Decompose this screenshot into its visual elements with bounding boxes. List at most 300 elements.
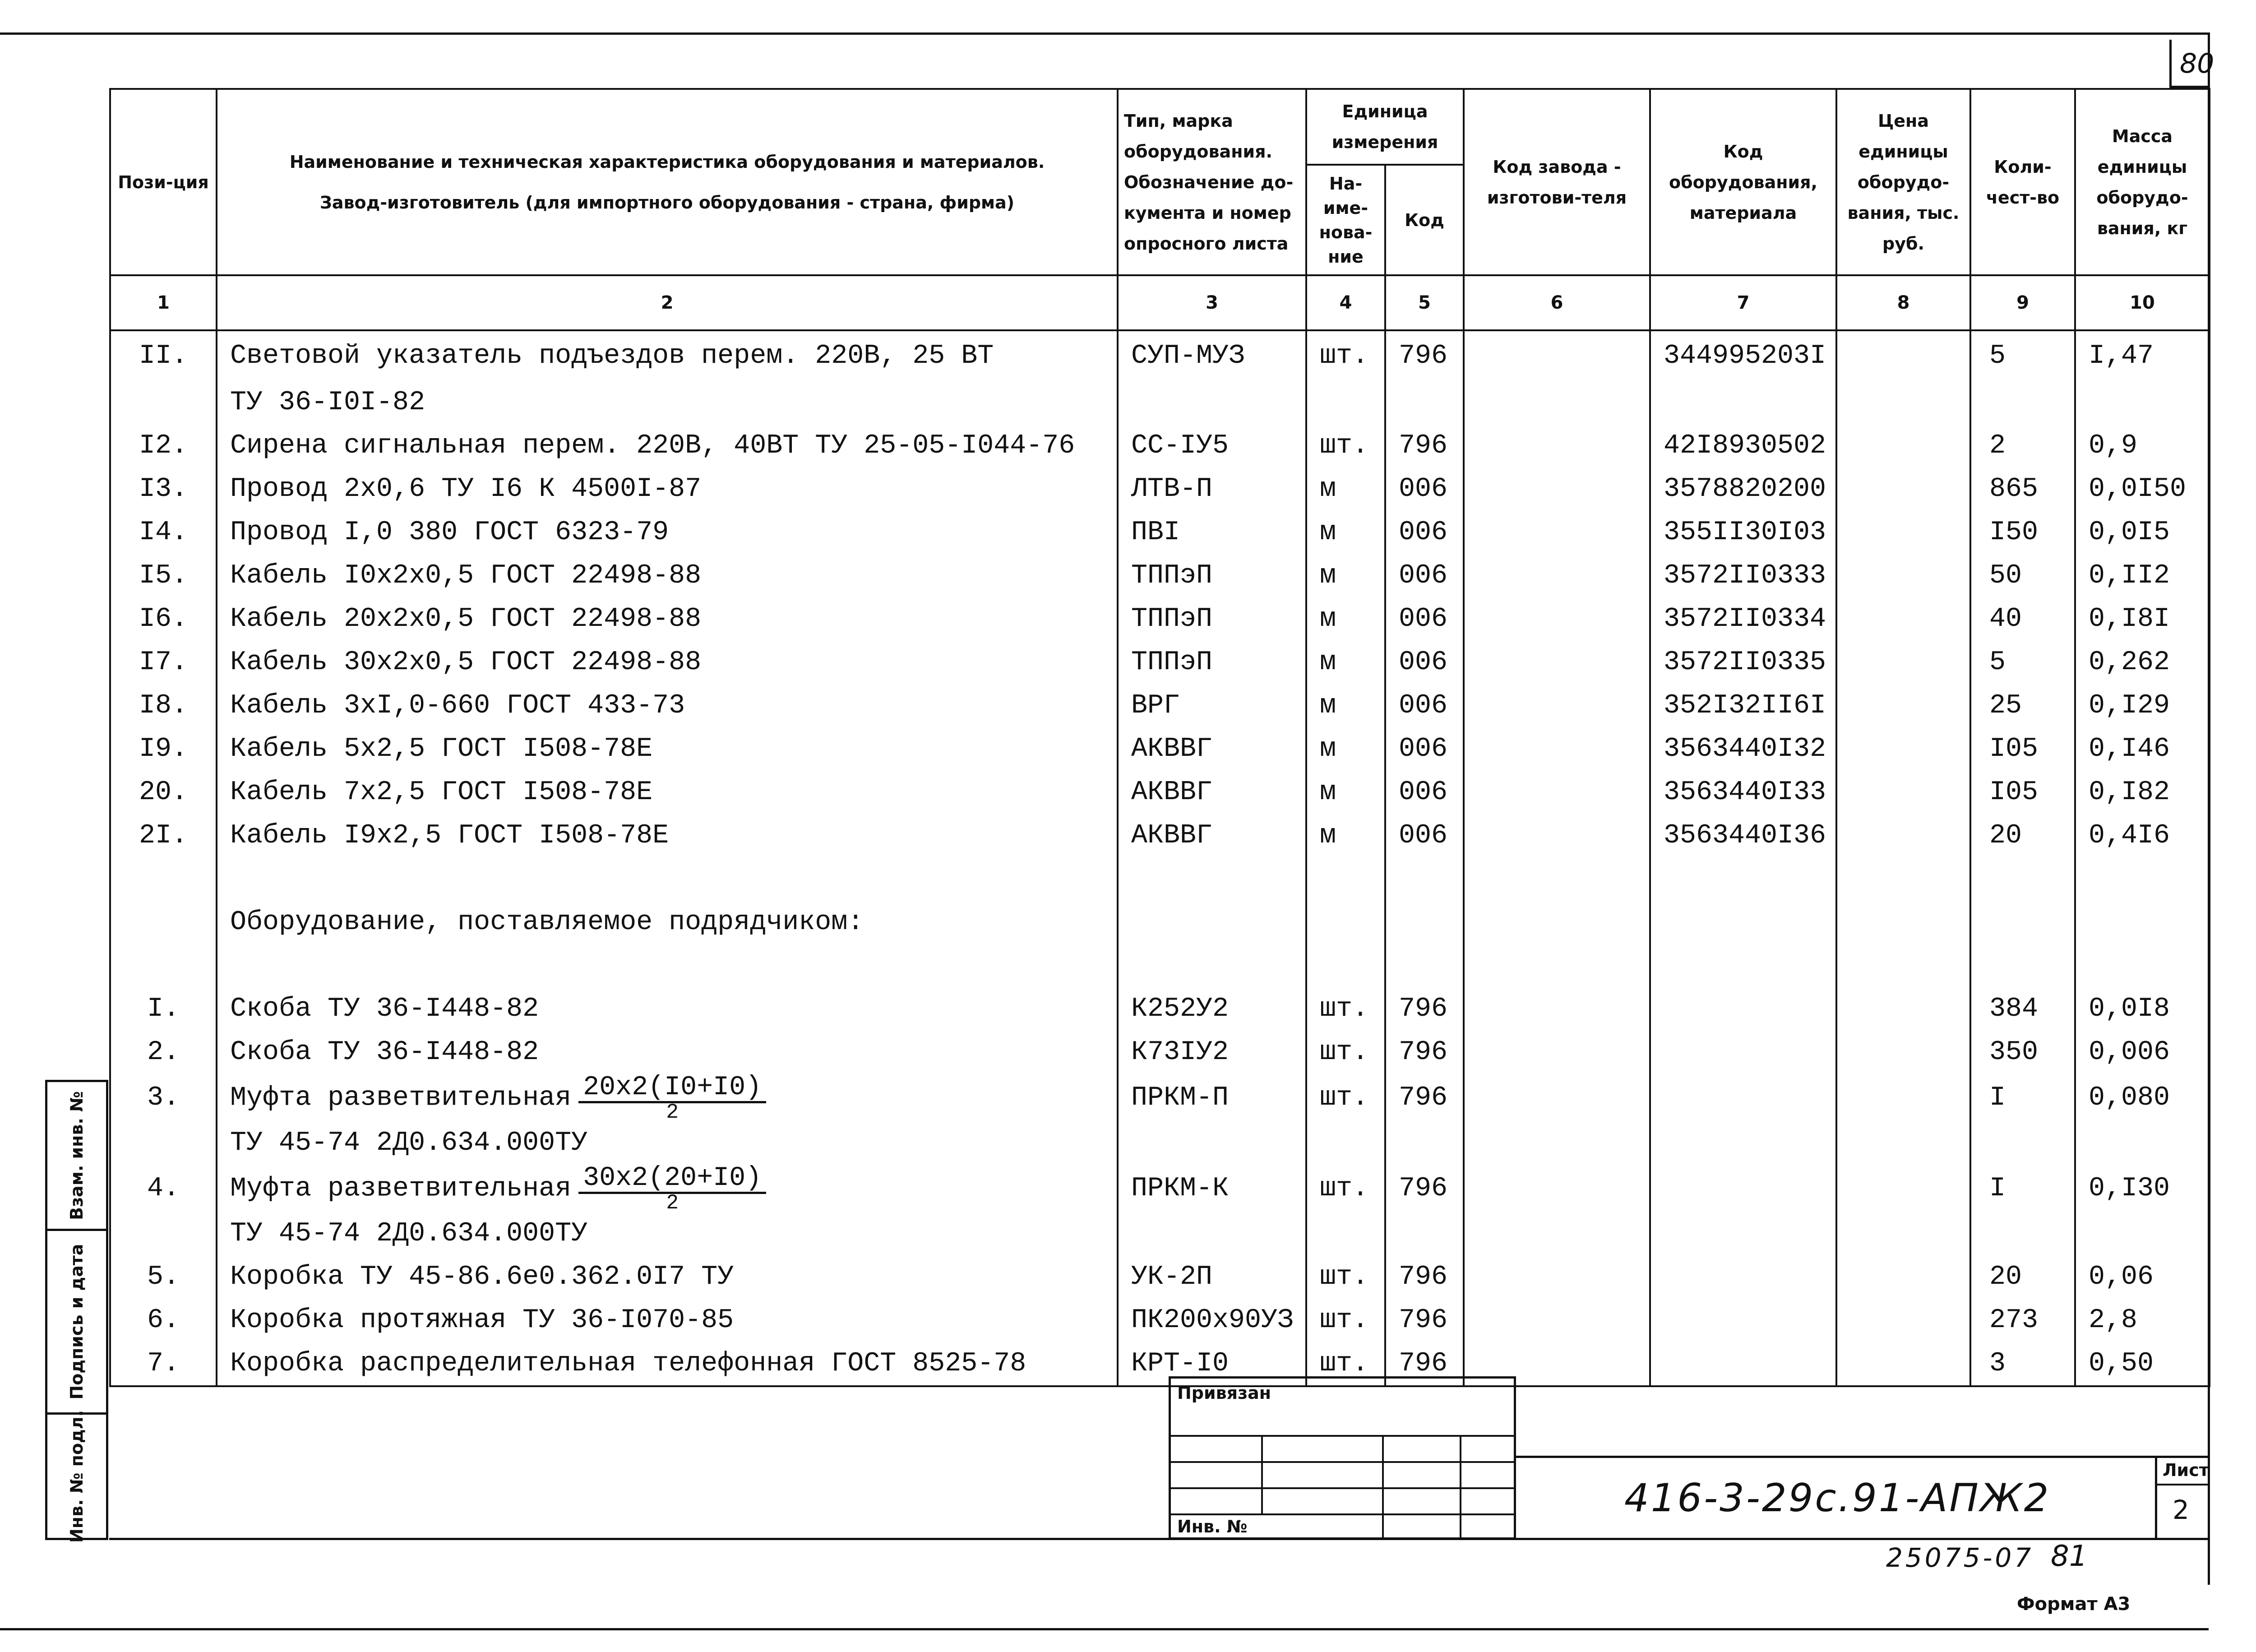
row-unit-mass: 0,4I6 [2075,814,2210,857]
table-row [110,1255,2210,1299]
row-name: Кабель 3хI,0-660 ГОСТ 433-73 [217,684,1118,727]
row-position: I8. [110,684,217,727]
header-type: Тип, марка оборудования. Обозначение до-кумента и номер опросного листа [1118,89,1306,275]
row-position: 2. [110,1031,217,1074]
row-name: Оборудование, поставляемое подрядчиком: [217,901,1118,944]
row-plant-code [1464,330,1650,381]
row-unit-price [1836,814,1970,857]
header-name: Наименование и техническая характеристика оборудования и материалов. Завод-изготовитель (для импортного оборудования - страна, фирма) [217,89,1118,275]
row-position [110,381,217,424]
row-quantity [1970,944,2075,987]
binding-stamp-title: Привязан [1177,1383,1271,1403]
row-unit-name: м [1306,727,1385,771]
row-unit-price [1836,1031,1970,1074]
row-quantity [1970,1212,2075,1255]
row-quantity: I05 [1970,771,2075,814]
row-position [110,1212,217,1255]
row-quantity: 273 [1970,1299,2075,1342]
row-equipment-code [1650,1031,1836,1074]
row-unit-code [1385,1121,1464,1165]
row-unit-mass: 0,50 [2075,1342,2210,1386]
row-unit-mass [2075,381,2210,424]
row-unit-price [1836,511,1970,554]
row-plant-code [1464,597,1650,641]
table-row [110,727,2210,771]
bottom-frame-line [0,1628,2209,1630]
row-unit-name [1306,381,1385,424]
top-trim-line [0,32,2209,35]
row-equipment-code [1650,1165,1836,1212]
row-name: Кабель 30х2х0,5 ГОСТ 22498-88 [217,641,1118,684]
row-equipment-code: 3572II0333 [1650,554,1836,597]
row-position: 4. [110,1165,217,1212]
row-quantity: 50 [1970,554,2075,597]
row-quantity: 3 [1970,1342,2075,1386]
table-body [110,330,2210,1386]
table-row [110,857,2210,901]
binding-stamp-inv-label: Инв. № [1177,1517,1248,1536]
sheet-number: 2 [2173,1495,2189,1525]
page-number-corner [2169,40,2214,88]
row-type [1118,381,1306,424]
table-row [110,424,2210,467]
row-unit-price [1836,641,1970,684]
row-quantity: 5 [1970,330,2075,381]
row-unit-price [1836,1165,1970,1212]
row-unit-name: м [1306,814,1385,857]
row-type: ТППэП [1118,597,1306,641]
row-name: Муфта разветвительная $\frac{20х2(I0+I0)}{2}$ [217,1074,1118,1121]
row-type: ПРКМ-К [1118,1165,1306,1212]
side-stamp-inv-podl: Инв. № подл. [45,1412,108,1540]
table-row [110,901,2210,944]
row-name: Скоба ТУ 36-I448-82 [217,987,1118,1031]
row-unit-mass: 0,0I8 [2075,987,2210,1031]
row-unit-mass: 0,006 [2075,1031,2210,1074]
row-unit-name: м [1306,554,1385,597]
row-unit-mass: 0,262 [2075,641,2210,684]
table-row [110,641,2210,684]
row-equipment-code: 3572II0334 [1650,597,1836,641]
row-equipment-code [1650,944,1836,987]
paper-format: Формат А3 [2017,1594,2131,1615]
row-unit-name: м [1306,511,1385,554]
row-name: Кабель I9х2,5 ГОСТ I508-78Е [217,814,1118,857]
row-name: ТУ 36-I0I-82 [217,381,1118,424]
row-unit-code: 006 [1385,511,1464,554]
header-unit-price: Цена единицы оборудо-вания, тыс. руб. [1836,89,1970,275]
row-quantity: I05 [1970,727,2075,771]
row-unit-price [1836,1121,1970,1165]
row-equipment-code: 3563440I36 [1650,814,1836,857]
fraction: $\frac{30х2(20+I0)}{2}$ [578,1165,766,1212]
row-unit-mass: 0,9 [2075,424,2210,467]
row-type: ПРКМ-П [1118,1074,1306,1121]
row-plant-code [1464,987,1650,1031]
row-unit-mass: 0,080 [2075,1074,2210,1121]
row-unit-name: шт. [1306,1031,1385,1074]
row-unit-mass: 0,06 [2075,1255,2210,1299]
row-equipment-code [1650,857,1836,901]
row-name: Коробка протяжная ТУ 36-I070-85 [217,1299,1118,1342]
table-row [110,1165,2210,1212]
row-unit-mass [2075,901,2210,944]
table-row [110,814,2210,857]
row-plant-code [1464,814,1650,857]
row-name: Кабель 20х2х0,5 ГОСТ 22498-88 [217,597,1118,641]
row-equipment-code [1650,1121,1836,1165]
row-type: К73IУ2 [1118,1031,1306,1074]
archive-number: 25075-07 [1886,1542,2034,1573]
row-plant-code [1464,1031,1650,1074]
row-unit-name: шт. [1306,424,1385,467]
row-unit-price [1836,857,1970,901]
row-unit-name [1306,944,1385,987]
row-unit-name: шт. [1306,1299,1385,1342]
row-position: I7. [110,641,217,684]
side-stamp-inv-zam: Взам. инв. № [45,1080,108,1231]
row-unit-price [1836,467,1970,511]
row-quantity: 865 [1970,467,2075,511]
header-unit-mass: Масса единицы оборудо-вания, кг [2075,89,2210,275]
side-stamp-sign-date: Подпись и дата [45,1229,108,1415]
row-position: I3. [110,467,217,511]
row-quantity: 2 [1970,424,2075,467]
row-unit-name: шт. [1306,1342,1385,1386]
table-row [110,944,2210,987]
row-name: Коробка ТУ 45-86.6е0.362.0I7 ТУ [217,1255,1118,1299]
col-number: 10 [2075,275,2210,330]
row-position: II. [110,330,217,381]
row-quantity: I [1970,1074,2075,1121]
binding-stamp [1169,1376,1516,1540]
row-unit-name [1306,1121,1385,1165]
row-unit-code [1385,901,1464,944]
row-position: 6. [110,1299,217,1342]
row-unit-code [1385,857,1464,901]
row-quantity: 40 [1970,597,2075,641]
row-unit-code: 006 [1385,771,1464,814]
row-type: АКВВГ [1118,814,1306,857]
row-quantity [1970,1121,2075,1165]
row-equipment-code: 3572II0335 [1650,641,1836,684]
table-row [110,554,2210,597]
row-name: Провод 2х0,6 ТУ I6 К 4500I-87 [217,467,1118,511]
row-position: 20. [110,771,217,814]
row-unit-code: 796 [1385,1299,1464,1342]
row-plant-code [1464,1212,1650,1255]
row-unit-mass: 0,I82 [2075,771,2210,814]
row-unit-price [1836,944,1970,987]
row-position [110,944,217,987]
row-unit-code [1385,1212,1464,1255]
row-unit-price [1836,1212,1970,1255]
row-unit-code: 006 [1385,727,1464,771]
col-number: 7 [1650,275,1836,330]
row-unit-name [1306,857,1385,901]
row-unit-price [1836,1342,1970,1386]
row-unit-name: м [1306,597,1385,641]
row-equipment-code [1650,1074,1836,1121]
row-plant-code [1464,641,1650,684]
row-unit-price [1836,554,1970,597]
header-plant-code: Код завода - изготови-теля [1464,89,1650,275]
row-unit-code: 796 [1385,1031,1464,1074]
document-code: 416-3-29с.91-АПЖ2 [1624,1476,2051,1521]
row-type: ТППэП [1118,554,1306,597]
col-number: 5 [1385,275,1464,330]
row-plant-code [1464,381,1650,424]
row-unit-price [1836,1074,1970,1121]
row-equipment-code: 352I32II6I [1650,684,1836,727]
row-quantity: 384 [1970,987,2075,1031]
sheet-number-box [2155,1456,2209,1540]
row-type [1118,901,1306,944]
col-number: 4 [1306,275,1385,330]
row-unit-code [1385,944,1464,987]
row-type: АКВВГ [1118,771,1306,814]
row-name: Кабель 7х2,5 ГОСТ I508-78Е [217,771,1118,814]
row-plant-code [1464,684,1650,727]
row-name: ТУ 45-74 2Д0.634.000ТУ [217,1212,1118,1255]
row-type [1118,1121,1306,1165]
table-row [110,330,2210,381]
header-position: Пози-ция [110,89,217,275]
row-equipment-code: 3563440I33 [1650,771,1836,814]
row-position: 2I. [110,814,217,857]
row-unit-name [1306,1212,1385,1255]
row-name: Сирена сигнальная перем. 220В, 40ВТ ТУ 25-05-I044-76 [217,424,1118,467]
col-number: 2 [217,275,1118,330]
table-header [110,89,2210,330]
row-unit-price [1836,381,1970,424]
row-unit-mass [2075,1121,2210,1165]
row-plant-code [1464,1165,1650,1212]
table-row [110,1299,2210,1342]
row-unit-mass: 0,II2 [2075,554,2210,597]
row-unit-mass: 0,I29 [2075,684,2210,727]
col-number: 9 [1970,275,2075,330]
row-position: 5. [110,1255,217,1299]
row-name [217,857,1118,901]
table-row [110,1212,2210,1255]
row-unit-code: 796 [1385,1255,1464,1299]
row-equipment-code [1650,1212,1836,1255]
row-unit-code: 796 [1385,987,1464,1031]
row-plant-code [1464,857,1650,901]
row-unit-code: 796 [1385,424,1464,467]
col-number: 6 [1464,275,1650,330]
row-type: ПК200х90УЗ [1118,1299,1306,1342]
row-name: Кабель I0х2х0,5 ГОСТ 22498-88 [217,554,1118,597]
header-unit-name: На-име-нова-ние [1306,165,1385,275]
header-unit-group: Единица измерения [1306,89,1464,165]
row-plant-code [1464,771,1650,814]
row-position: I9. [110,727,217,771]
row-position: I4. [110,511,217,554]
row-quantity: 25 [1970,684,2075,727]
row-equipment-code [1650,1342,1836,1386]
row-name: Провод I,0 380 ГОСТ 6323-79 [217,511,1118,554]
row-unit-name: шт. [1306,330,1385,381]
column-numbers-row [110,275,2210,330]
col-number: 3 [1118,275,1306,330]
row-plant-code [1464,1074,1650,1121]
row-equipment-code: 42I8930502 [1650,424,1836,467]
row-unit-mass: I,47 [2075,330,2210,381]
row-plant-code [1464,424,1650,467]
row-unit-name: м [1306,684,1385,727]
row-type [1118,857,1306,901]
row-type: ПВI [1118,511,1306,554]
table-row [110,1031,2210,1074]
table-row [110,1074,2210,1121]
row-unit-price [1836,987,1970,1031]
row-quantity [1970,857,2075,901]
row-unit-price [1836,771,1970,814]
row-plant-code [1464,467,1650,511]
row-type: УК-2П [1118,1255,1306,1299]
row-position [110,1121,217,1165]
field-bottom-line [109,1538,2209,1540]
row-plant-code [1464,944,1650,987]
row-equipment-code: 3578820200 [1650,467,1836,511]
row-unit-code: 006 [1385,597,1464,641]
row-quantity [1970,381,2075,424]
col-number: 8 [1836,275,1970,330]
row-equipment-code: 355II30I03 [1650,511,1836,554]
table-row [110,467,2210,511]
row-unit-name: м [1306,467,1385,511]
row-unit-code: 006 [1385,684,1464,727]
row-unit-code [1385,381,1464,424]
row-equipment-code [1650,1299,1836,1342]
row-type: СУП-МУЗ [1118,330,1306,381]
row-name [217,944,1118,987]
row-position: 7. [110,1342,217,1386]
table-row [110,597,2210,641]
row-quantity [1970,901,2075,944]
row-unit-mass: 0,0I50 [2075,467,2210,511]
sheet-label: Лист [2163,1460,2209,1480]
table-row [110,1342,2210,1386]
row-equipment-code [1650,901,1836,944]
header-quantity: Коли-чест-во [1970,89,2075,275]
row-unit-mass: 0,0I5 [2075,511,2210,554]
header-unit-code: Код [1385,165,1464,275]
row-name: Коробка распределительная телефонная ГОСТ 8525-78 [217,1342,1118,1386]
row-name: Кабель 5х2,5 ГОСТ I508-78Е [217,727,1118,771]
row-plant-code [1464,1255,1650,1299]
row-unit-price [1836,684,1970,727]
row-plant-code [1464,554,1650,597]
row-quantity: 20 [1970,1255,2075,1299]
row-position: I6. [110,597,217,641]
row-unit-name: шт. [1306,1074,1385,1121]
row-equipment-code: 344995203I [1650,330,1836,381]
row-position: I2. [110,424,217,467]
row-unit-mass: 0,I30 [2075,1165,2210,1212]
row-unit-code: 006 [1385,554,1464,597]
row-type: ТППэП [1118,641,1306,684]
row-type: К252У2 [1118,987,1306,1031]
row-name: Скоба ТУ 36-I448-82 [217,1031,1118,1074]
row-position [110,857,217,901]
row-plant-code [1464,511,1650,554]
fraction: $\frac{20х2(I0+I0)}{2}$ [578,1074,766,1121]
row-type: АКВВГ [1118,727,1306,771]
row-equipment-code [1650,987,1836,1031]
row-plant-code [1464,1299,1650,1342]
row-quantity: 350 [1970,1031,2075,1074]
row-name: Световой указатель подъездов перем. 220В, 25 ВТ [217,330,1118,381]
row-quantity: I50 [1970,511,2075,554]
row-unit-price [1836,424,1970,467]
row-unit-name: м [1306,771,1385,814]
row-unit-code: 006 [1385,641,1464,684]
title-block-line [1514,1456,2209,1458]
row-unit-name [1306,901,1385,944]
row-quantity: 5 [1970,641,2075,684]
row-unit-price [1836,330,1970,381]
row-unit-mass: 0,I8I [2075,597,2210,641]
table-row [110,1121,2210,1165]
row-type: КРТ-I0 [1118,1342,1306,1386]
row-unit-name: шт. [1306,1255,1385,1299]
page-number-value: 80 [2180,48,2214,79]
row-unit-mass [2075,944,2210,987]
row-unit-code: 796 [1385,1342,1464,1386]
table-row [110,381,2210,424]
col-number: 1 [110,275,217,330]
row-type: СС-IУ5 [1118,424,1306,467]
row-type: ЛТВ-П [1118,467,1306,511]
row-position: I5. [110,554,217,597]
row-position: I. [110,987,217,1031]
row-unit-mass: 2,8 [2075,1299,2210,1342]
row-unit-mass [2075,857,2210,901]
header-equipment-code: Код оборудования, материала [1650,89,1836,275]
row-name: ТУ 45-74 2Д0.634.000ТУ [217,1121,1118,1165]
row-unit-code: 796 [1385,1165,1464,1212]
row-unit-mass: 0,I46 [2075,727,2210,771]
row-unit-code: 006 [1385,814,1464,857]
row-position [110,901,217,944]
row-quantity: 20 [1970,814,2075,857]
row-unit-price [1836,597,1970,641]
row-type [1118,944,1306,987]
row-unit-price [1836,1299,1970,1342]
row-unit-code: 796 [1385,330,1464,381]
row-unit-price [1836,1255,1970,1299]
table-row [110,511,2210,554]
row-unit-price [1836,727,1970,771]
row-plant-code [1464,1121,1650,1165]
row-type: ВРГ [1118,684,1306,727]
row-unit-code: 006 [1385,467,1464,511]
row-plant-code [1464,727,1650,771]
row-unit-price [1836,901,1970,944]
row-unit-name: шт. [1306,1165,1385,1212]
row-unit-code: 796 [1385,1074,1464,1121]
table-row [110,987,2210,1031]
row-name: Муфта разветвительная $\frac{30х2(20+I0)}{2}$ [217,1165,1118,1212]
row-quantity: I [1970,1165,2075,1212]
row-equipment-code: 3563440I32 [1650,727,1836,771]
row-unit-name: шт. [1306,987,1385,1031]
archive-number-suffix: 81 [2051,1540,2088,1573]
specification-table [109,88,2210,1387]
